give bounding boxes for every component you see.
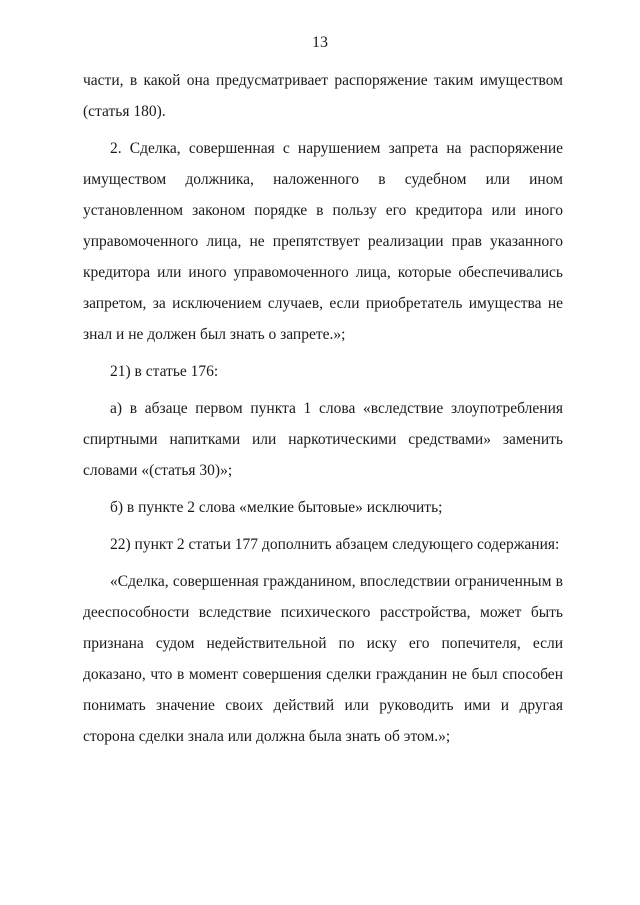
paragraph-subitem-b: б) в пункте 2 слова «мелкие бытовые» исключить; <box>110 499 443 516</box>
paragraph-quoted-text: «Сделка, совершенная гражданином, впоследствии ограниченным в дееспособности вследствие психического расстройства, может быть признана судом недействительной по иску его попечителя, если доказано, что в момент совершения сделки гражданин не был способен понимать значение своих действий или руководить ими и другая сторона сделки знала или должна была знать об этом.»; <box>83 573 563 745</box>
paragraph-continuation: части, в какой она предусматривает распоряжение таким имуществом (статья 180). <box>83 72 563 120</box>
page-number: 13 <box>312 34 328 51</box>
paragraph-item-21: 21) в статье 176: <box>110 363 219 380</box>
document-body <box>83 65 563 752</box>
paragraph-subitem-a: а) в абзаце первом пункта 1 слова «вследствие злоупотребления спиртными напитками или наркотическими средствами» заменить словами «(статья 30)»; <box>83 400 563 479</box>
paragraph-item-22: 22) пункт 2 статьи 177 дополнить абзацем следующего содержания: <box>110 536 560 553</box>
paragraph-item-2: 2. Сделка, совершенная с нарушением запрета на распоряжение имуществом должника, наложенного в судебном или ином установленном законом порядке в пользу его кредитора или иного управомоченного лица, не препятствует реализации прав указанного кредитора или иного управомоченного лица, которые обеспечивались запретом, за исключением случаев, если приобретатель имущества не знал и не должен был знать о запрете.»; <box>83 140 563 343</box>
